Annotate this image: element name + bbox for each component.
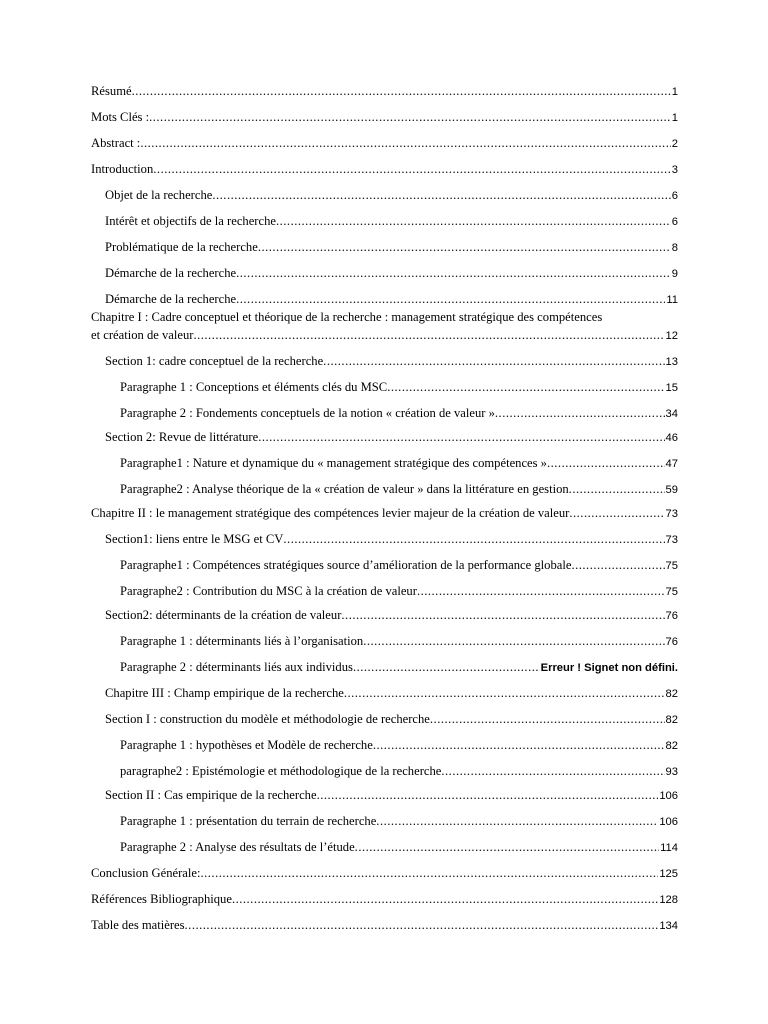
toc-entry-page: 73 bbox=[665, 508, 678, 520]
toc-entry-title: Objet de la recherche bbox=[105, 188, 213, 202]
toc-entry-line bbox=[91, 736, 678, 755]
dot-leader bbox=[417, 582, 665, 600]
toc-entry-page: 6 bbox=[671, 190, 678, 202]
dot-leader bbox=[283, 530, 664, 548]
toc-entry-page: 82 bbox=[665, 740, 678, 752]
toc-entry-page: 8 bbox=[671, 242, 678, 254]
toc-entry-title: Abstract : bbox=[91, 136, 141, 150]
toc-entry-title: et création de valeur bbox=[91, 328, 194, 342]
toc-entry[interactable] bbox=[91, 632, 678, 651]
toc-entry-title: Paragraphe 2 : Fondements conceptuels de la notion « création de valeur » bbox=[120, 406, 495, 420]
toc-entry-page: 76 bbox=[665, 610, 678, 622]
toc-entry-line bbox=[91, 838, 678, 857]
toc-entry-title: Section II : Cas empirique de la recherche bbox=[105, 788, 317, 802]
dot-leader bbox=[258, 428, 664, 446]
toc-entry-title: Paragraphe1 : Nature et dynamique du « management stratégique des compétences » bbox=[120, 456, 547, 470]
dot-leader bbox=[200, 864, 658, 882]
toc-entry[interactable] bbox=[91, 264, 678, 283]
toc-entry[interactable] bbox=[91, 916, 678, 935]
dot-leader bbox=[212, 186, 670, 204]
toc-entry-line bbox=[91, 556, 678, 575]
dot-leader bbox=[387, 378, 664, 396]
toc-entry-title: Paragraphe1 : Compétences stratégiques source d’amélioration de la performance globale bbox=[120, 558, 572, 572]
toc-entry-title: Paragraphe2 : Analyse théorique de la « création de valeur » dans la littérature en gestion bbox=[120, 482, 569, 496]
toc-entry-page: 73 bbox=[665, 534, 678, 546]
toc-entry[interactable] bbox=[91, 530, 678, 549]
toc-entry-page: 82 bbox=[665, 688, 678, 700]
toc-entry[interactable] bbox=[91, 108, 678, 127]
toc-entry-title: Paragraphe 2 : déterminants liés aux individus bbox=[120, 660, 353, 674]
toc-entry[interactable] bbox=[91, 606, 678, 625]
toc-entry-page: 125 bbox=[659, 868, 678, 880]
toc-entry-page: 2 bbox=[671, 138, 678, 150]
toc-entry-title: Références Bibliographique bbox=[91, 892, 232, 906]
dot-leader bbox=[353, 658, 540, 676]
toc-entry-title: Section 2: Revue de littérature bbox=[105, 430, 259, 444]
toc-entry-line bbox=[91, 890, 678, 909]
toc-entry[interactable] bbox=[91, 582, 678, 601]
toc-entry-page: 34 bbox=[665, 408, 678, 420]
toc-entry-line bbox=[91, 710, 678, 729]
toc-entry-title: Section I : construction du modèle et méthodologie de recherche bbox=[105, 712, 430, 726]
toc-entry-title: Intérêt et objectifs de la recherche bbox=[105, 214, 276, 228]
toc-entry-line bbox=[91, 786, 678, 805]
toc-entry-title: Paragraphe 2 : Analyse des résultats de l’étude bbox=[120, 840, 355, 854]
toc-entry-title: Section 1: cadre conceptuel de la recherche bbox=[105, 354, 324, 368]
dot-leader bbox=[430, 710, 665, 728]
toc-entry[interactable] bbox=[91, 838, 678, 857]
toc-entry-line bbox=[91, 684, 678, 703]
dot-leader bbox=[132, 82, 671, 100]
toc-entry-line bbox=[91, 454, 678, 473]
toc-entry-page: 93 bbox=[665, 766, 678, 778]
toc-entry-page: 134 bbox=[659, 920, 678, 932]
toc-entry-page: 114 bbox=[660, 842, 678, 854]
toc-entry-line bbox=[91, 378, 678, 397]
toc-entry[interactable] bbox=[91, 82, 678, 101]
dot-leader bbox=[355, 838, 659, 856]
toc-entry-line bbox=[91, 812, 678, 831]
toc-entry-page: 76 bbox=[665, 636, 678, 648]
toc-entry-line bbox=[91, 658, 678, 677]
toc-entry-page: 82 bbox=[665, 714, 678, 726]
dot-leader bbox=[185, 916, 659, 934]
toc-entry[interactable] bbox=[91, 308, 678, 345]
toc-entry-title: Conclusion Générale: bbox=[91, 866, 201, 880]
toc-entry-title: Problématique de la recherche bbox=[105, 240, 258, 254]
toc-entry-error: Erreur ! Signet non défini. bbox=[540, 662, 678, 674]
toc-entry-line bbox=[91, 134, 678, 153]
toc-entry-line bbox=[91, 606, 678, 625]
dot-leader bbox=[236, 264, 671, 282]
toc-entry[interactable] bbox=[91, 160, 678, 179]
toc-entry-page: 11 bbox=[666, 294, 678, 306]
toc-entry-line bbox=[91, 428, 678, 447]
toc-entry-page: 9 bbox=[671, 268, 678, 280]
toc-entry-line bbox=[91, 916, 678, 935]
dot-leader bbox=[140, 134, 670, 152]
toc-entry[interactable] bbox=[91, 556, 678, 575]
dot-leader bbox=[193, 326, 664, 344]
toc-entry[interactable] bbox=[91, 786, 678, 805]
toc-entry-line bbox=[91, 404, 678, 423]
dot-leader bbox=[363, 632, 664, 650]
toc-entry[interactable] bbox=[91, 212, 678, 231]
toc-entry-line bbox=[91, 326, 678, 345]
dot-leader bbox=[569, 480, 665, 498]
toc-entry[interactable] bbox=[91, 352, 678, 371]
toc-entry-page: 1 bbox=[671, 86, 678, 98]
toc-entry-title: Paragraphe2 : Contribution du MSC à la création de valeur bbox=[120, 584, 417, 598]
toc-entry-page: 6 bbox=[671, 216, 678, 228]
toc-entry-title: Résumé bbox=[91, 84, 132, 98]
dot-leader bbox=[258, 238, 671, 256]
toc-entry-title: Paragraphe 1 : Conceptions et éléments clés du MSC bbox=[120, 380, 388, 394]
toc-entry-title: Paragraphe 1 : présentation du terrain de recherche bbox=[120, 814, 377, 828]
dot-leader bbox=[153, 160, 671, 178]
toc-entry-title: Section1: liens entre le MSG et CV bbox=[105, 532, 284, 546]
dot-leader bbox=[495, 404, 665, 422]
toc-entry-page: 47 bbox=[665, 458, 678, 470]
toc-entry[interactable] bbox=[91, 480, 678, 499]
toc-entry-line bbox=[91, 632, 678, 651]
toc-entry-title: Démarche de la recherche bbox=[105, 292, 237, 306]
toc-entry-page: 128 bbox=[659, 894, 678, 906]
dot-leader bbox=[341, 606, 664, 624]
dot-leader bbox=[547, 454, 665, 472]
dot-leader bbox=[276, 212, 671, 230]
toc-entry-line bbox=[91, 290, 678, 309]
toc-entry-title: Chapitre III : Champ empirique de la recherche bbox=[105, 686, 344, 700]
dot-leader bbox=[344, 684, 665, 702]
toc-entry-page: 15 bbox=[665, 382, 678, 394]
dot-leader bbox=[441, 762, 664, 780]
toc-entry[interactable] bbox=[91, 290, 678, 309]
toc-entry[interactable] bbox=[91, 890, 678, 909]
toc-entry[interactable] bbox=[91, 710, 678, 729]
toc-entry-line bbox=[91, 212, 678, 231]
toc-entry-title: Section2: déterminants de la création de valeur bbox=[105, 608, 342, 622]
toc-entry-page: 106 bbox=[659, 790, 678, 802]
toc-entry[interactable] bbox=[91, 658, 678, 677]
toc-entry[interactable] bbox=[91, 378, 678, 397]
dot-leader bbox=[317, 786, 659, 804]
toc-entry-title: Table des matières bbox=[91, 918, 185, 932]
toc-entry-line bbox=[91, 504, 678, 523]
toc-entry-page: 13 bbox=[665, 356, 678, 368]
toc-entry-line bbox=[91, 82, 678, 101]
toc-entry-line bbox=[91, 480, 678, 499]
toc-entry-title: Paragraphe 1 : déterminants liés à l’organisation bbox=[120, 634, 364, 648]
toc-entry-line bbox=[91, 582, 678, 601]
toc-entry[interactable] bbox=[91, 454, 678, 473]
toc-entry-page: 12 bbox=[665, 330, 678, 342]
toc-entry-title: Mots Clés : bbox=[91, 110, 150, 124]
toc-entry-title: Démarche de la recherche bbox=[105, 266, 237, 280]
toc-entry-line bbox=[91, 186, 678, 205]
toc-entry-page: 59 bbox=[665, 484, 678, 496]
toc-entry-line bbox=[91, 238, 678, 257]
toc-entry-title-line1: Chapitre I : Cadre conceptuel et théorique de la recherche : management stratégique des compétences bbox=[91, 310, 603, 324]
toc-entry-line bbox=[91, 264, 678, 283]
toc-entry[interactable] bbox=[91, 238, 678, 257]
toc-entry[interactable] bbox=[91, 134, 678, 153]
toc-entry-page: 75 bbox=[665, 586, 678, 598]
toc-entry-title: paragraphe2 : Epistémologie et méthodologique de la recherche bbox=[120, 764, 442, 778]
toc-entry-title: Introduction bbox=[91, 162, 154, 176]
toc-entry[interactable] bbox=[91, 504, 678, 523]
toc-entry-page: 3 bbox=[671, 164, 678, 176]
toc-entry-page: 106 bbox=[659, 816, 678, 828]
toc-entry-line bbox=[91, 864, 678, 883]
dot-leader bbox=[323, 352, 664, 370]
dot-leader bbox=[149, 108, 671, 126]
toc-entry-page: 1 bbox=[671, 112, 678, 124]
toc-entry-page: 75 bbox=[665, 560, 678, 572]
toc-entry-page: 46 bbox=[665, 432, 678, 444]
toc-entry-title: Paragraphe 1 : hypothèses et Modèle de recherche bbox=[120, 738, 373, 752]
dot-leader bbox=[236, 290, 665, 308]
toc-entry-line bbox=[91, 352, 678, 371]
toc-entry-line bbox=[91, 762, 678, 781]
toc-entry[interactable] bbox=[91, 404, 678, 423]
dot-leader bbox=[376, 812, 658, 830]
dot-leader bbox=[232, 890, 658, 908]
toc-entry[interactable] bbox=[91, 684, 678, 703]
toc-entry[interactable] bbox=[91, 864, 678, 883]
dot-leader bbox=[373, 736, 665, 754]
toc-entry-line bbox=[91, 530, 678, 549]
toc-entry[interactable] bbox=[91, 186, 678, 205]
dot-leader bbox=[571, 556, 664, 574]
toc-entry[interactable] bbox=[91, 812, 678, 831]
toc-entry-line bbox=[91, 160, 678, 179]
toc-entry[interactable] bbox=[91, 762, 678, 781]
toc-entry[interactable] bbox=[91, 736, 678, 755]
toc-entry-line bbox=[91, 108, 678, 127]
toc-entry[interactable] bbox=[91, 428, 678, 447]
toc-entry-title: Chapitre II : le management stratégique des compétences levier majeur de la création de valeur bbox=[91, 506, 570, 520]
dot-leader bbox=[569, 504, 664, 522]
